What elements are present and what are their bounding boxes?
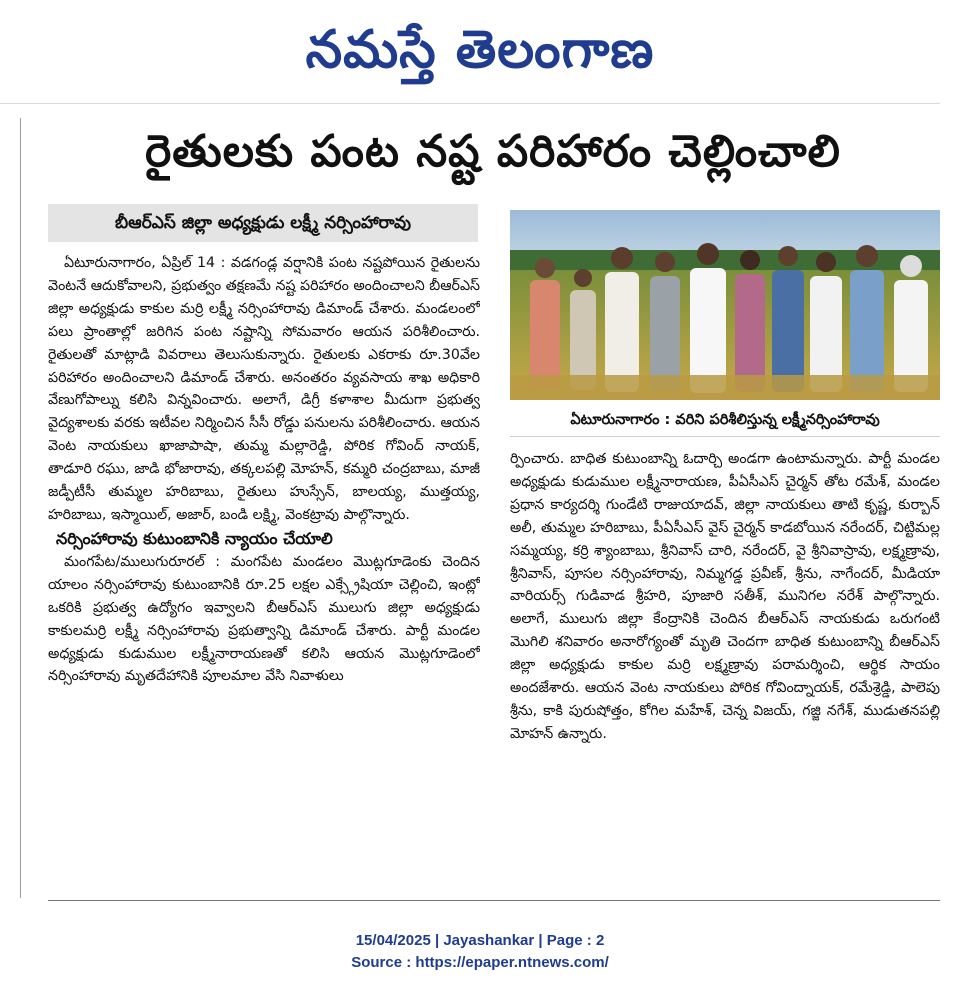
newspaper-logo: నమస్తే తెలంగాణ <box>305 20 655 80</box>
top-divider <box>0 103 940 104</box>
section-heading: నర్సింహారావు కుటుంబానికి న్యాయం చేయాలి <box>56 528 333 548</box>
footer-date-edition: 15/04/2025 | Jayashankar | Page : 2 <box>355 932 605 949</box>
footer <box>0 930 960 974</box>
article-continuation: ర్పించారు. బాధిత కుటుంబాన్ని ఓదార్చి అండగా ఉంటామన్నారు. పార్టీ మండల అధ్యక్షుడు కుడుముల లక్ష్మీనారాయణ, పీఏసీఎస్ చైర్మన్ తోట రమేశ్, మండల ప్రధాన కార్యదర్శి గుండేటి రాజుయాదవ్, జిల్లా నాయకులు తాటి కృష్ణ, కుర్బాన్ అలీ, తుమ్మల హరిబాబు, పీఏసీఎస్ వైస్ చైర్మన్ కాడబోయిన నరేందర్, చిట్టిమల్ల సమ్మయ్య, కర్రి శ్యాంబాబు, శ్రీనివాస్ చారి, నరేందర్, వై శ్రీనివాస్రావు, లక్ష్మణ్రావు, శ్రీనివాస్, పూసల నర్సింహారావు, నిమ్మగడ్డ ప్రవీణ్, శ్రీను, నాగేందర్, మీడియా వారియర్స్ గుడివాడ శ్రీహరి, పూజారి సతీశ్, మునిగల నరేశ్ పాల్గొన్నారు. అలాగే, ములుగు జిల్లా కేంద్రానికి చెందిన బీఆర్ఎస్ నాయకుడు ఒరుగంటి మొగిలి శనివారం అనారోగ్యంతో మృతి చెందగా బాధిత కుటుంబాన్ని బీఆర్ఎస్ జిల్లా అధ్యక్షుడు కాకుల మర్రి లక్ష్మణ్రావు పరామర్శించి, ఆర్థిక సాయం అందజేశారు. ఆయన వెంట నాయకులు పోరిక గోవింద్నాయక్, రమేశ్రెడ్డి, పాలెపు శ్రీను, కాకి పురుషోత్తం, కోగిల మహేశ్, చెన్న విజయ్, గజ్జి నగేశ్, ముడుతనపల్లి మోహన్ ఉన్నారు. <box>510 451 940 742</box>
article-left-column <box>48 252 480 888</box>
footer-source: Source : https://epaper.ntnews.com/ <box>351 954 609 971</box>
article-headline: రైతులకు పంట నష్ట పరిహారం చెల్లించాలి <box>145 126 841 177</box>
article-paragraph: ఏటూరునాగారం, ఏప్రిల్ 14 : వడగండ్ల వర్షానికి పంట నష్టపోయిన రైతులను వెంటనే ఆదుకోవాలని, ప్రభుత్వం తక్షణమే నష్ట పరిహారం అందించాలని బీఆర్ఎస్ జిల్లా అధ్యక్షుడు కాకుల మర్రి లక్ష్మీ నర్సింహారావు డిమాండ్ చేశారు. మండలంలో పలు ప్రాంతాల్లో జరిగిన పంట నష్టాన్ని సోమవారం ఆయన పరిశీలించారు. రైతులతో మాట్లాడి వివరాలు తెలుసుకున్నారు. రైతులకు ఎకరాకు రూ.30వేల పరిహారం అందించాలని డిమాండ్ చేశారు. అనంతరం వ్యవసాయ శాఖ అధికారి వేణుగోపాల్ను కలిసి విన్నవించారు. అలాగే, డిగ్రీ కళాశాల మీదుగా ప్రభుత్వ వైద్యశాలకు వరకు ఇటీవల నిర్మించిన సీసీ రోడ్డు పనులను పరిశీలించారు. ఆయన వెంట నాయకులు ఖాజాపాషా, తుమ్మ మల్లారెడ్డి, పోరిక గోవింద్ నాయక్, తాడూరి రఘు, జాడి భోజారావు, తక్కలపల్లి మోహన్, కమ్మరి చంద్రబాబు, మాజీ జడ్పీటీసీ తుమ్మల హరిబాబు, రైతులు హుస్సేన్, బాలయ్య, ముత్తయ్య, హరిబాబు, ఇస్మాయిల్, అజార్, బండి లక్ష్మి, వెంకట్రావు పాల్గొన్నారు. <box>48 255 480 523</box>
bottom-divider <box>48 900 940 901</box>
left-margin-rule <box>20 118 21 898</box>
photo-caption: ఏటూరునాగారం : వరిని పరిశీలిస్తున్న లక్ష్మీనర్సింహారావు <box>510 404 940 437</box>
masthead <box>0 0 960 100</box>
article-right-column <box>510 448 940 888</box>
article-subheading: బీఆర్ఎస్ జిల్లా అధ్యక్షుడు లక్ష్మీ నర్సింహారావు <box>48 204 478 242</box>
news-photo <box>510 210 940 400</box>
section-paragraph: మంగపేట/ములుగురూరల్ : మంగపేట మండలం మొట్లగూడెంకు చెందిన యాలం నర్సింహారావు కుటుంబానికి రూ.25 లక్షల ఎక్స్గ్రేషియా చెల్లించి, ఇంట్లో ఒకరికి ప్రభుత్వ ఉద్యోగం ఇవ్వాలని బీఆర్ఎస్ ములుగు జిల్లా అధ్యక్షుడు కాకులమర్రి లక్ష్మీ నర్సింహారావు ప్రభుత్వాన్ని డిమాండ్ చేశారు. పార్టీ మండల అధ్యక్షుడు కుడుముల లక్ష్మీనారాయణతో కలిసి ఆయన మొట్లగూడెంలో నర్సింహారావు మృతదేహానికి పూలమాల వేసి నివాళులు <box>48 553 480 685</box>
farmers-field-photo <box>510 210 940 400</box>
